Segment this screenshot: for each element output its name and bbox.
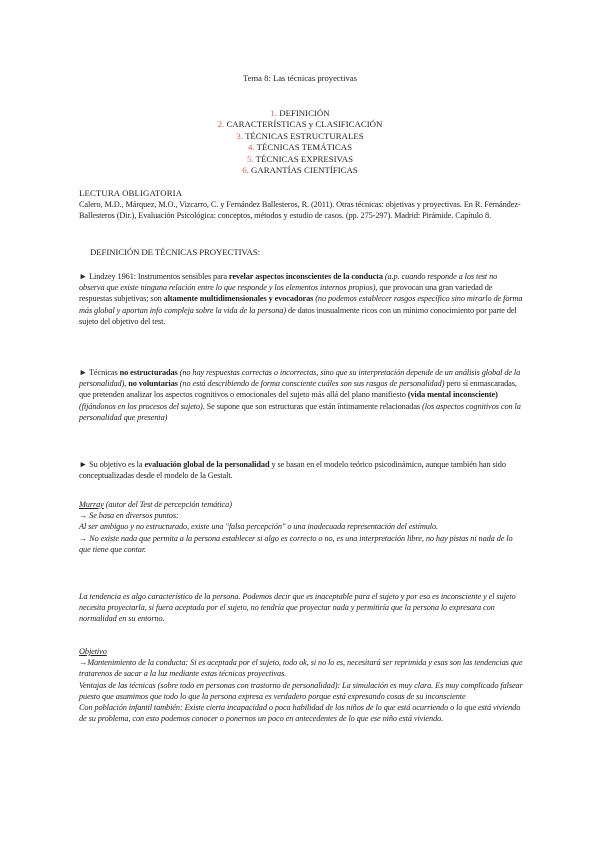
objetivo-section <box>79 646 523 724</box>
murray-section <box>79 499 523 555</box>
paragraph-tendencia: La tendencia es algo característico de la persona. Podemos decir que es inaceptable para el sujeto y por eso es inconsciente y el sujeto necesita proyectarla, si fuera aceptada por el sujeto, no tendría que proyectar nada y permitiría que la persona lo expresara con normalidad en su entorno. <box>79 592 516 624</box>
italic-text: (los aspectos cognitivos con la personalidad que presenta) <box>79 401 521 422</box>
toc-label: TÉCNICAS TEMÁTICAS <box>256 142 353 153</box>
bold-text: altamente multidimensionales y evocadoras <box>163 294 314 304</box>
text-run: pero sí enmascaradas, que pretenden analizar los aspectos cognitivos o emocionales del sujeto más allá del plano manifiesto <box>79 379 517 400</box>
toc-label: DEFINICIÓN <box>279 108 330 118</box>
toc-number: 3. <box>236 130 244 141</box>
toc-item <box>0 131 600 142</box>
murray-heading <box>79 499 523 510</box>
bold-text: revelar aspectos inconscientes de la conducta <box>228 272 383 281</box>
text-run: . Se supone que son estructuras que están íntimamente relacionadas <box>202 401 423 411</box>
objetivo-heading: Objetivo <box>79 647 107 656</box>
table-of-contents <box>0 108 600 176</box>
murray-line: → No existe nada que permita a la persona establecer si algo es correcto o no, es una interpretación libre, no hay pistas ni nada de lo que tiene que contar. <box>79 533 513 554</box>
text-run: ► Lindzey 1961: Instrumentos sensibles para <box>79 272 229 281</box>
toc-number: 2. <box>217 119 225 130</box>
objetivo-line: →Mantenimiento de la conducta: Si es aceptada por el sujeto, todo ok, si no lo es, necesitará ser reprimida y esas son las tendencias que tratarenos de sacar a la luz mediante estas técnicas proyectivas. <box>79 658 523 679</box>
toc-number: 4. <box>247 142 255 153</box>
paragraph-lindzey <box>79 271 523 327</box>
toc-item <box>0 154 600 165</box>
text-run: , que provocan una gran variedad de respuestas subjetivas; son <box>79 283 493 304</box>
toc-item <box>0 108 600 119</box>
paragraph-objetivo <box>79 459 523 481</box>
toc-item <box>0 165 600 176</box>
document-title: Tema 8: Las técnicas proyectivas <box>243 73 357 83</box>
bold-text: (vida mental inconsciente) <box>407 390 498 400</box>
murray-name: Murray <box>79 500 104 509</box>
toc-number: 5. <box>246 153 254 164</box>
toc-label: GARANTÍAS CIENTÍFICAS <box>251 165 358 176</box>
bold-text: no estructuradas <box>119 368 178 377</box>
murray-note: (autor del Test de percepción temática) <box>103 500 232 509</box>
toc-label: TÉCNICAS ESTRUCTURALES <box>245 130 364 141</box>
text-run: , <box>124 379 129 389</box>
murray-line: Al ser ambiguo y no estructurado, existe una "falsa percepción" o una inadecuada representación del estímulo. <box>79 522 438 532</box>
bold-text: evaluación global de la personalidad <box>144 460 270 469</box>
definicion-heading: DEFINICIÓN DE TÉCNICAS PROYECTIVAS: <box>90 247 260 257</box>
italic-text: (a.p. cuando responde a los test no observa que existe ninguna relación entre lo que responde y los elementos internos propios) <box>79 272 498 293</box>
objetivo-line: Ventajas de las técnicas (sobre todo en personas con trastorno de personalidad): La simulación es muy clara. Es muy complicado falsear puesto que asumimos que todo lo que la persona expresa es verdadero porque está expresando cosas de su inconsciente <box>79 680 523 701</box>
murray-line: → Se basa en diversos puntos: <box>79 511 179 521</box>
text-run: de datos inusualmente ricos con un mínimo conocimiento por parte del sujeto del objetivo del test. <box>79 305 517 326</box>
objetivo-line: Con población infantil también: Existe cierta incapacidad o poca habilidad de los niños de lo que está ocurriendo o lo que está viviendo de su problema, con esto podemos conocer o ponernos un poco en antecedentes de lo que ese niño está viviendo. <box>79 703 521 724</box>
italic-text: (no hay respuestas correctas o incorrectas, sino que su interpretación depende de un análisis global de la personalidad) <box>79 368 521 389</box>
toc-number: 6. <box>242 165 249 176</box>
paragraph-tecnicas <box>79 367 523 423</box>
italic-text: (no podemos establecer rasgos específico sino mirarlo de forma más global y aportan info compleja sobre la vida de la persona) <box>79 294 523 315</box>
toc-item <box>0 142 600 153</box>
toc-item <box>0 119 600 130</box>
toc-number: 1. <box>270 108 278 118</box>
toc-label: TÉCNICAS EXPRESIVAS <box>255 153 353 164</box>
italic-text: (no está describiendo de forma consciente cuáles son sus rasgos de personalidad) <box>179 379 445 389</box>
lectura-heading: LECTURA OBLIGATORIA <box>79 188 183 198</box>
bold-text: no voluntarias <box>128 379 178 389</box>
lectura-citation: Calero, M.D., Márquez, M.O., Vizcarro, C. y Fernández Ballesteros, R. (2011). Otras técnicas: objetivas y proyectivas. En R. Fernández-Ballesteros (Dir.), Evaluación Psicológica: conceptos, métodos y estudio de casos. (pp. 275-297). Madrid: Pirámide. Capítulo 8. <box>79 200 521 221</box>
text-run: ► Su objetivo es la <box>79 460 145 469</box>
italic-text: (fijándonos en los procesos del sujeto) <box>79 401 203 411</box>
text-run: y se basan en el modelo teórico psicodinámico, aunque también han sido conceptualizadas desde el modelo de la Gestalt. <box>79 460 506 481</box>
toc-label: CARACTERÍSTICAS y CLASIFICACIÓN <box>226 119 383 130</box>
text-run: ► Técnicas <box>79 368 120 377</box>
